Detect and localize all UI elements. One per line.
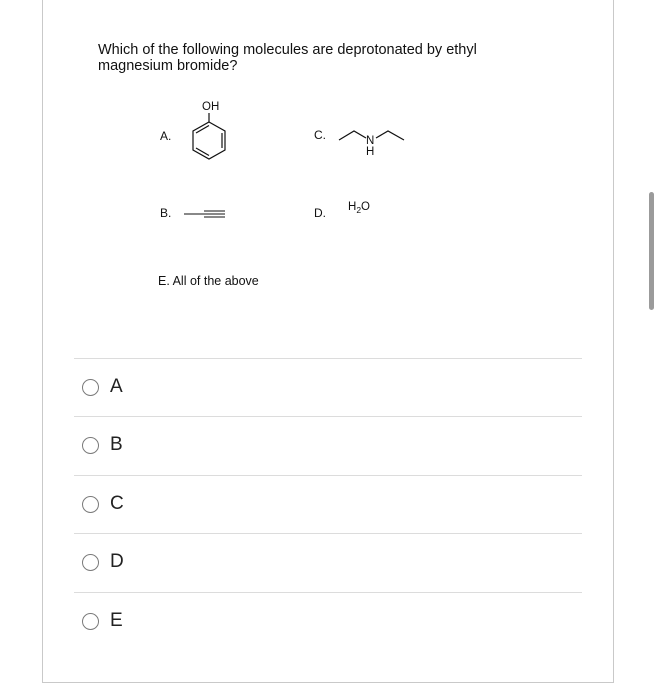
molecule-c-label: C. xyxy=(314,128,326,142)
choice-b-label: B xyxy=(110,434,123,455)
radio-button-a[interactable] xyxy=(82,379,99,396)
scrollbar-thumb[interactable] xyxy=(649,192,654,310)
divider xyxy=(74,475,582,476)
radio-button-d[interactable] xyxy=(82,554,99,571)
choice-b[interactable] xyxy=(82,430,123,460)
molecule-a-label: A. xyxy=(160,129,172,143)
radio-button-e[interactable] xyxy=(82,613,99,630)
molecule-b-label: B. xyxy=(160,206,172,220)
question-line-1: Which of the following molecules are deprotonated by ethyl xyxy=(98,42,477,58)
amine-h-atom: H xyxy=(366,146,375,158)
divider xyxy=(74,358,582,359)
choice-a[interactable] xyxy=(82,372,123,402)
radio-button-b[interactable] xyxy=(82,437,99,454)
choice-c[interactable] xyxy=(82,489,124,519)
choice-c-label: C xyxy=(110,493,124,514)
question-line-2: magnesium bromide? xyxy=(98,58,238,74)
molecule-d-label: D. xyxy=(314,206,326,220)
choice-d[interactable] xyxy=(82,547,124,577)
divider xyxy=(74,592,582,593)
phenol-structure-icon xyxy=(193,113,225,159)
choice-d-label: D xyxy=(110,551,124,572)
choice-e[interactable] xyxy=(82,606,123,636)
divider xyxy=(74,416,582,417)
water-formula: $H_2O$ xyxy=(348,201,370,215)
choice-a-label: A xyxy=(110,376,123,397)
molecule-e-text: E. All of the above xyxy=(158,274,259,288)
radio-button-c[interactable] xyxy=(82,496,99,513)
choice-e-label: E xyxy=(110,610,123,631)
terminal-alkyne-structure-icon xyxy=(184,211,225,217)
amine-n-atom: N xyxy=(366,135,375,147)
divider xyxy=(74,533,582,534)
phenol-oh-group: OH xyxy=(202,101,220,113)
